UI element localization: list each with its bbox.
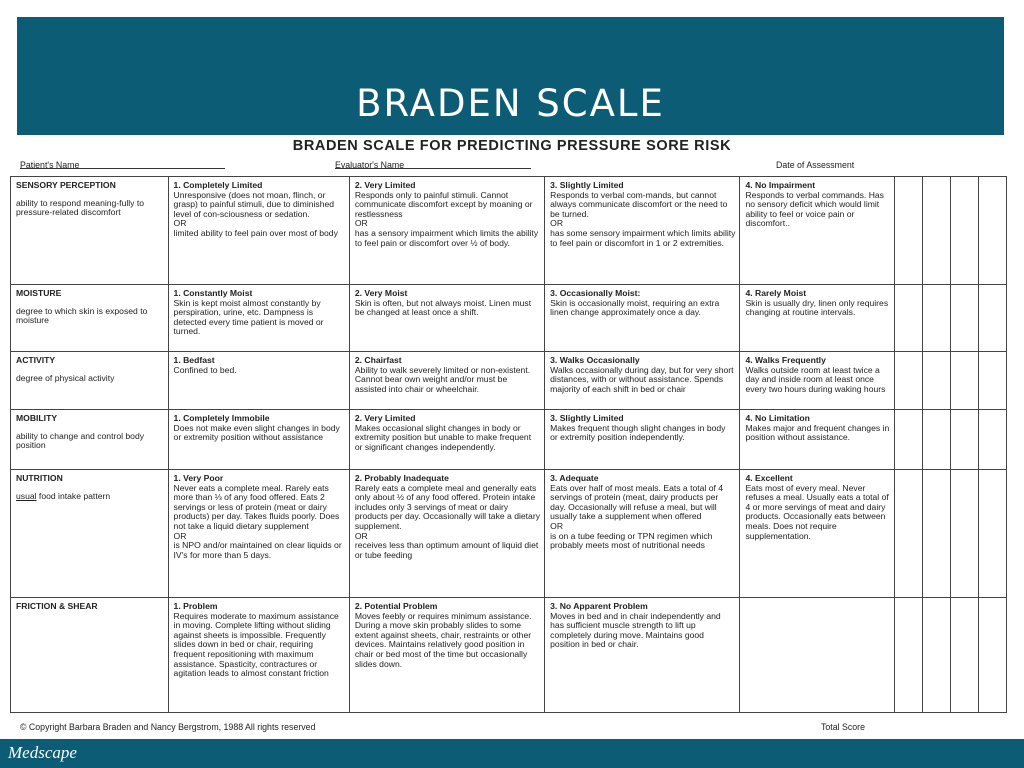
document-footer-row — [20, 722, 865, 734]
date-of-assessment-label: Date of Assessment — [776, 160, 855, 170]
score-box[interactable] — [894, 177, 922, 285]
level-title: 2. Chairfast — [354, 355, 402, 365]
level-text: Responds only to painful stimuli. Cannot communicate discomfort except by moaning or restlessness OR has a sensory impairment which limits the ability to feel pain or discomfort over ½ of body. — [354, 189, 539, 248]
score-box[interactable] — [894, 470, 922, 598]
level-title: 3. Adequate — [550, 473, 599, 483]
level-text: Does not make even slight changes in body or extremity position without assistance — [173, 422, 340, 443]
level-title: 1. Completely Limited — [173, 180, 263, 190]
level-text: Responds to verbal com-mands, but cannot always communicate discomfort or the need to be turned. OR has some sensory impairment which limits ability to feel pain or discomfort in 1 or 2 extremities. — [550, 189, 736, 248]
score-2-cell — [349, 285, 544, 352]
score-box[interactable] — [922, 410, 950, 470]
score-1-cell — [168, 470, 349, 598]
level-title: 2. Very Limited — [354, 180, 416, 190]
category-description — [16, 492, 164, 502]
score-4-cell — [740, 285, 894, 352]
score-box[interactable] — [978, 598, 1006, 713]
score-box[interactable] — [922, 598, 950, 713]
level-title: 4. No Impairment — [745, 180, 816, 190]
category-description: ability to respond meaning-fully to pressure-related discomfort — [16, 197, 145, 218]
category-cell — [11, 410, 169, 470]
score-box[interactable] — [950, 285, 978, 352]
score-1-cell — [168, 285, 349, 352]
category-name: ACTIVITY — [16, 355, 56, 365]
score-3-cell — [545, 285, 740, 352]
category-cell — [11, 352, 169, 410]
level-title: 2. Very Limited — [354, 413, 416, 423]
level-text: Makes occasional slight changes in body or extremity position but unable to make frequent or significant changes independently. — [354, 422, 532, 452]
category-cell — [11, 177, 169, 285]
level-text: Skin is often, but not always moist. Linen must be changed at least once a shift. — [354, 297, 532, 318]
copyright-notice: © Copyright Barbara Braden and Nancy Bergstrom, 1988 All rights reserved — [20, 722, 316, 732]
braden-scale-table — [10, 176, 1007, 713]
level-text: Walks occasionally during day, but for very short distances, with or without assistance. Spends majority of each shift in bed or chair — [550, 364, 734, 394]
score-box[interactable] — [922, 177, 950, 285]
level-text: Walks outside room at least twice a day and inside room at least once every two hours during waking hours — [745, 364, 886, 394]
score-4-cell — [740, 598, 894, 713]
score-2-cell — [349, 470, 544, 598]
score-box[interactable] — [894, 410, 922, 470]
document-title: BRADEN SCALE FOR PREDICTING PRESSURE SORE RISK — [292, 138, 732, 154]
level-title: 2. Very Moist — [354, 288, 408, 298]
score-box[interactable] — [894, 352, 922, 410]
level-title: 3. Occasionally Moist: — [550, 288, 641, 298]
level-text: Unresponsive (does not moan, flinch, or grasp) to painful stimuli, due to diminished level of con-sciousness or sedation. OR limited ability to feel pain over most of body — [173, 189, 338, 238]
score-4-cell — [740, 410, 894, 470]
category-description: degree to which skin is exposed to moisture — [16, 305, 148, 326]
score-box[interactable] — [978, 410, 1006, 470]
level-title: 1. Completely Immobile — [173, 413, 270, 423]
score-3-cell — [545, 352, 740, 410]
level-text: Skin is kept moist almost constantly by perspiration, urine, etc. Dampness is detected every time patient is moved or turned. — [173, 297, 324, 337]
level-text: Responds to verbal commands. Has no sensory deficit which would limit ability to feel or voice pain or discomfort.. — [745, 189, 884, 229]
row-sensory-perception — [11, 177, 1007, 285]
score-box[interactable] — [922, 285, 950, 352]
score-2-cell — [349, 410, 544, 470]
score-1-cell — [168, 410, 349, 470]
level-title: 3. Slightly Limited — [550, 180, 624, 190]
level-title: 3. Walks Occasionally — [550, 355, 640, 365]
category-cell — [11, 285, 169, 352]
score-box[interactable] — [950, 470, 978, 598]
score-4-cell — [740, 352, 894, 410]
level-text: Moves feebly or requires minimum assistance. During a move skin probably slides to some extent against sheets, chair, restraints or other devices. Maintains relatively good position in chair or bed most of the time but occasionally slides down. — [354, 610, 532, 669]
footer-bar — [0, 739, 1024, 768]
level-title: 4. Rarely Moist — [745, 288, 807, 298]
score-box[interactable] — [894, 285, 922, 352]
score-4-cell — [740, 177, 894, 285]
level-text: Makes major and frequent changes in position without assistance. — [745, 422, 890, 443]
score-3-cell — [545, 177, 740, 285]
score-box[interactable] — [950, 352, 978, 410]
score-box[interactable] — [922, 352, 950, 410]
category-description-underlined: usual — [16, 490, 37, 501]
level-text: Moves in bed and in chair independently and has sufficient muscle strength to lift up completely during move. Maintains good position in bed or chair. — [550, 610, 721, 650]
row-activity — [11, 352, 1007, 410]
score-box[interactable] — [978, 177, 1006, 285]
level-text: Makes frequent though slight changes in body or extremity position independently. — [550, 422, 726, 443]
level-text: Eats over half of most meals. Eats a total of 4 servings of protein (meat, dairy products per day. Occasionally will refuse a meal, but will usually take a supplement when offered OR is on a tube feeding or TPN regimen which probably meets most of nutritional needs — [550, 482, 724, 551]
score-box[interactable] — [978, 470, 1006, 598]
row-moisture — [11, 285, 1007, 352]
score-box[interactable] — [894, 598, 922, 713]
category-name: MOBILITY — [16, 413, 58, 423]
patient-name-line — [20, 160, 225, 169]
category-name: MOISTURE — [16, 288, 62, 298]
score-1-cell — [168, 598, 349, 713]
slide-title: BRADEN SCALE — [356, 82, 665, 125]
evaluator-name-line — [335, 160, 531, 169]
category-cell — [11, 598, 169, 713]
category-description: ability to change and control body position — [16, 430, 145, 451]
level-title: 2. Potential Problem — [354, 601, 438, 611]
level-title: 1. Constantly Moist — [173, 288, 253, 298]
level-title: 4. Excellent — [745, 473, 793, 483]
category-description: degree of physical activity — [16, 372, 115, 383]
category-cell — [11, 470, 169, 598]
level-text: Ability to walk severely limited or non-existent. Cannot bear own weight and/or must be assisted into chair or wheelchair. — [354, 364, 531, 394]
level-title: 3. No Apparent Problem — [550, 601, 648, 611]
level-title: 1. Very Poor — [173, 473, 224, 483]
level-title: 4. Walks Frequently — [745, 355, 826, 365]
score-2-cell — [349, 352, 544, 410]
score-1-cell — [168, 177, 349, 285]
medscape-logo: Medscape — [8, 743, 77, 762]
score-box[interactable] — [922, 470, 950, 598]
level-text: Confined to bed. — [173, 364, 237, 375]
level-title: 4. No Limitation — [745, 413, 810, 423]
score-3-cell — [545, 598, 740, 713]
total-score-label: Total Score — [820, 722, 865, 732]
document-header-row — [12, 160, 877, 174]
row-nutrition — [11, 470, 1007, 598]
score-2-cell — [349, 177, 544, 285]
score-4-cell — [740, 470, 894, 598]
level-title: 1. Bedfast — [173, 355, 215, 365]
level-text: Rarely eats a complete meal and generally eats only about ½ of any food offered. Protein intake includes only 3 servings of meat or dairy products per day. Occasionally will take a dietary supplement. OR receives less than optimum amount of liquid diet or tube feeding — [354, 482, 540, 560]
title-banner — [17, 17, 1004, 135]
level-text: Never eats a complete meal. Rarely eats more than ⅓ of any food offered. Eats 2 servings or less of protein (meat or dairy products) per day. Takes fluids poorly. Does not take a liquid dietary supplement OR is NPO and/or maintained on clear liquids or IV's for more than 5 days. — [173, 482, 342, 560]
category-name: NUTRITION — [16, 473, 63, 483]
category-description-rest: food intake pattern — [36, 490, 111, 501]
row-friction-shear — [11, 598, 1007, 713]
score-box[interactable] — [978, 285, 1006, 352]
score-box[interactable] — [950, 598, 978, 713]
level-text: Eats most of every meal. Never refuses a meal. Usually eats a total of 4 or more servings of meat and dairy products. Occasionally eats between meals. Does not require supplementation. — [745, 482, 889, 541]
category-name: FRICTION & SHEAR — [16, 601, 98, 611]
score-2-cell — [349, 598, 544, 713]
patient-name-label: Patient's Name — [20, 160, 80, 170]
evaluator-name-label: Evaluator's Name — [335, 160, 405, 170]
row-mobility — [11, 410, 1007, 470]
score-box[interactable] — [950, 410, 978, 470]
level-title: 1. Problem — [173, 601, 218, 611]
level-title: 2. Probably Inadequate — [354, 473, 449, 483]
score-box[interactable] — [950, 177, 978, 285]
level-text: Requires moderate to maximum assistance in moving. Complete lifting without sliding against sheets is impossible. Frequently slides down in bed or chair, requiring frequent repositioning with maximum assistance. Spasticity, contractures or agitation leads to almost constant friction — [173, 610, 339, 679]
score-box[interactable] — [978, 352, 1006, 410]
level-text: Skin is occasionally moist, requiring an extra linen change approximately once a day. — [550, 297, 720, 318]
category-name: SENSORY PERCEPTION — [16, 180, 116, 190]
level-text: Skin is usually dry, linen only requires changing at routine intervals. — [745, 297, 889, 318]
level-title: 3. Slightly Limited — [550, 413, 624, 423]
score-1-cell — [168, 352, 349, 410]
score-3-cell — [545, 470, 740, 598]
score-3-cell — [545, 410, 740, 470]
